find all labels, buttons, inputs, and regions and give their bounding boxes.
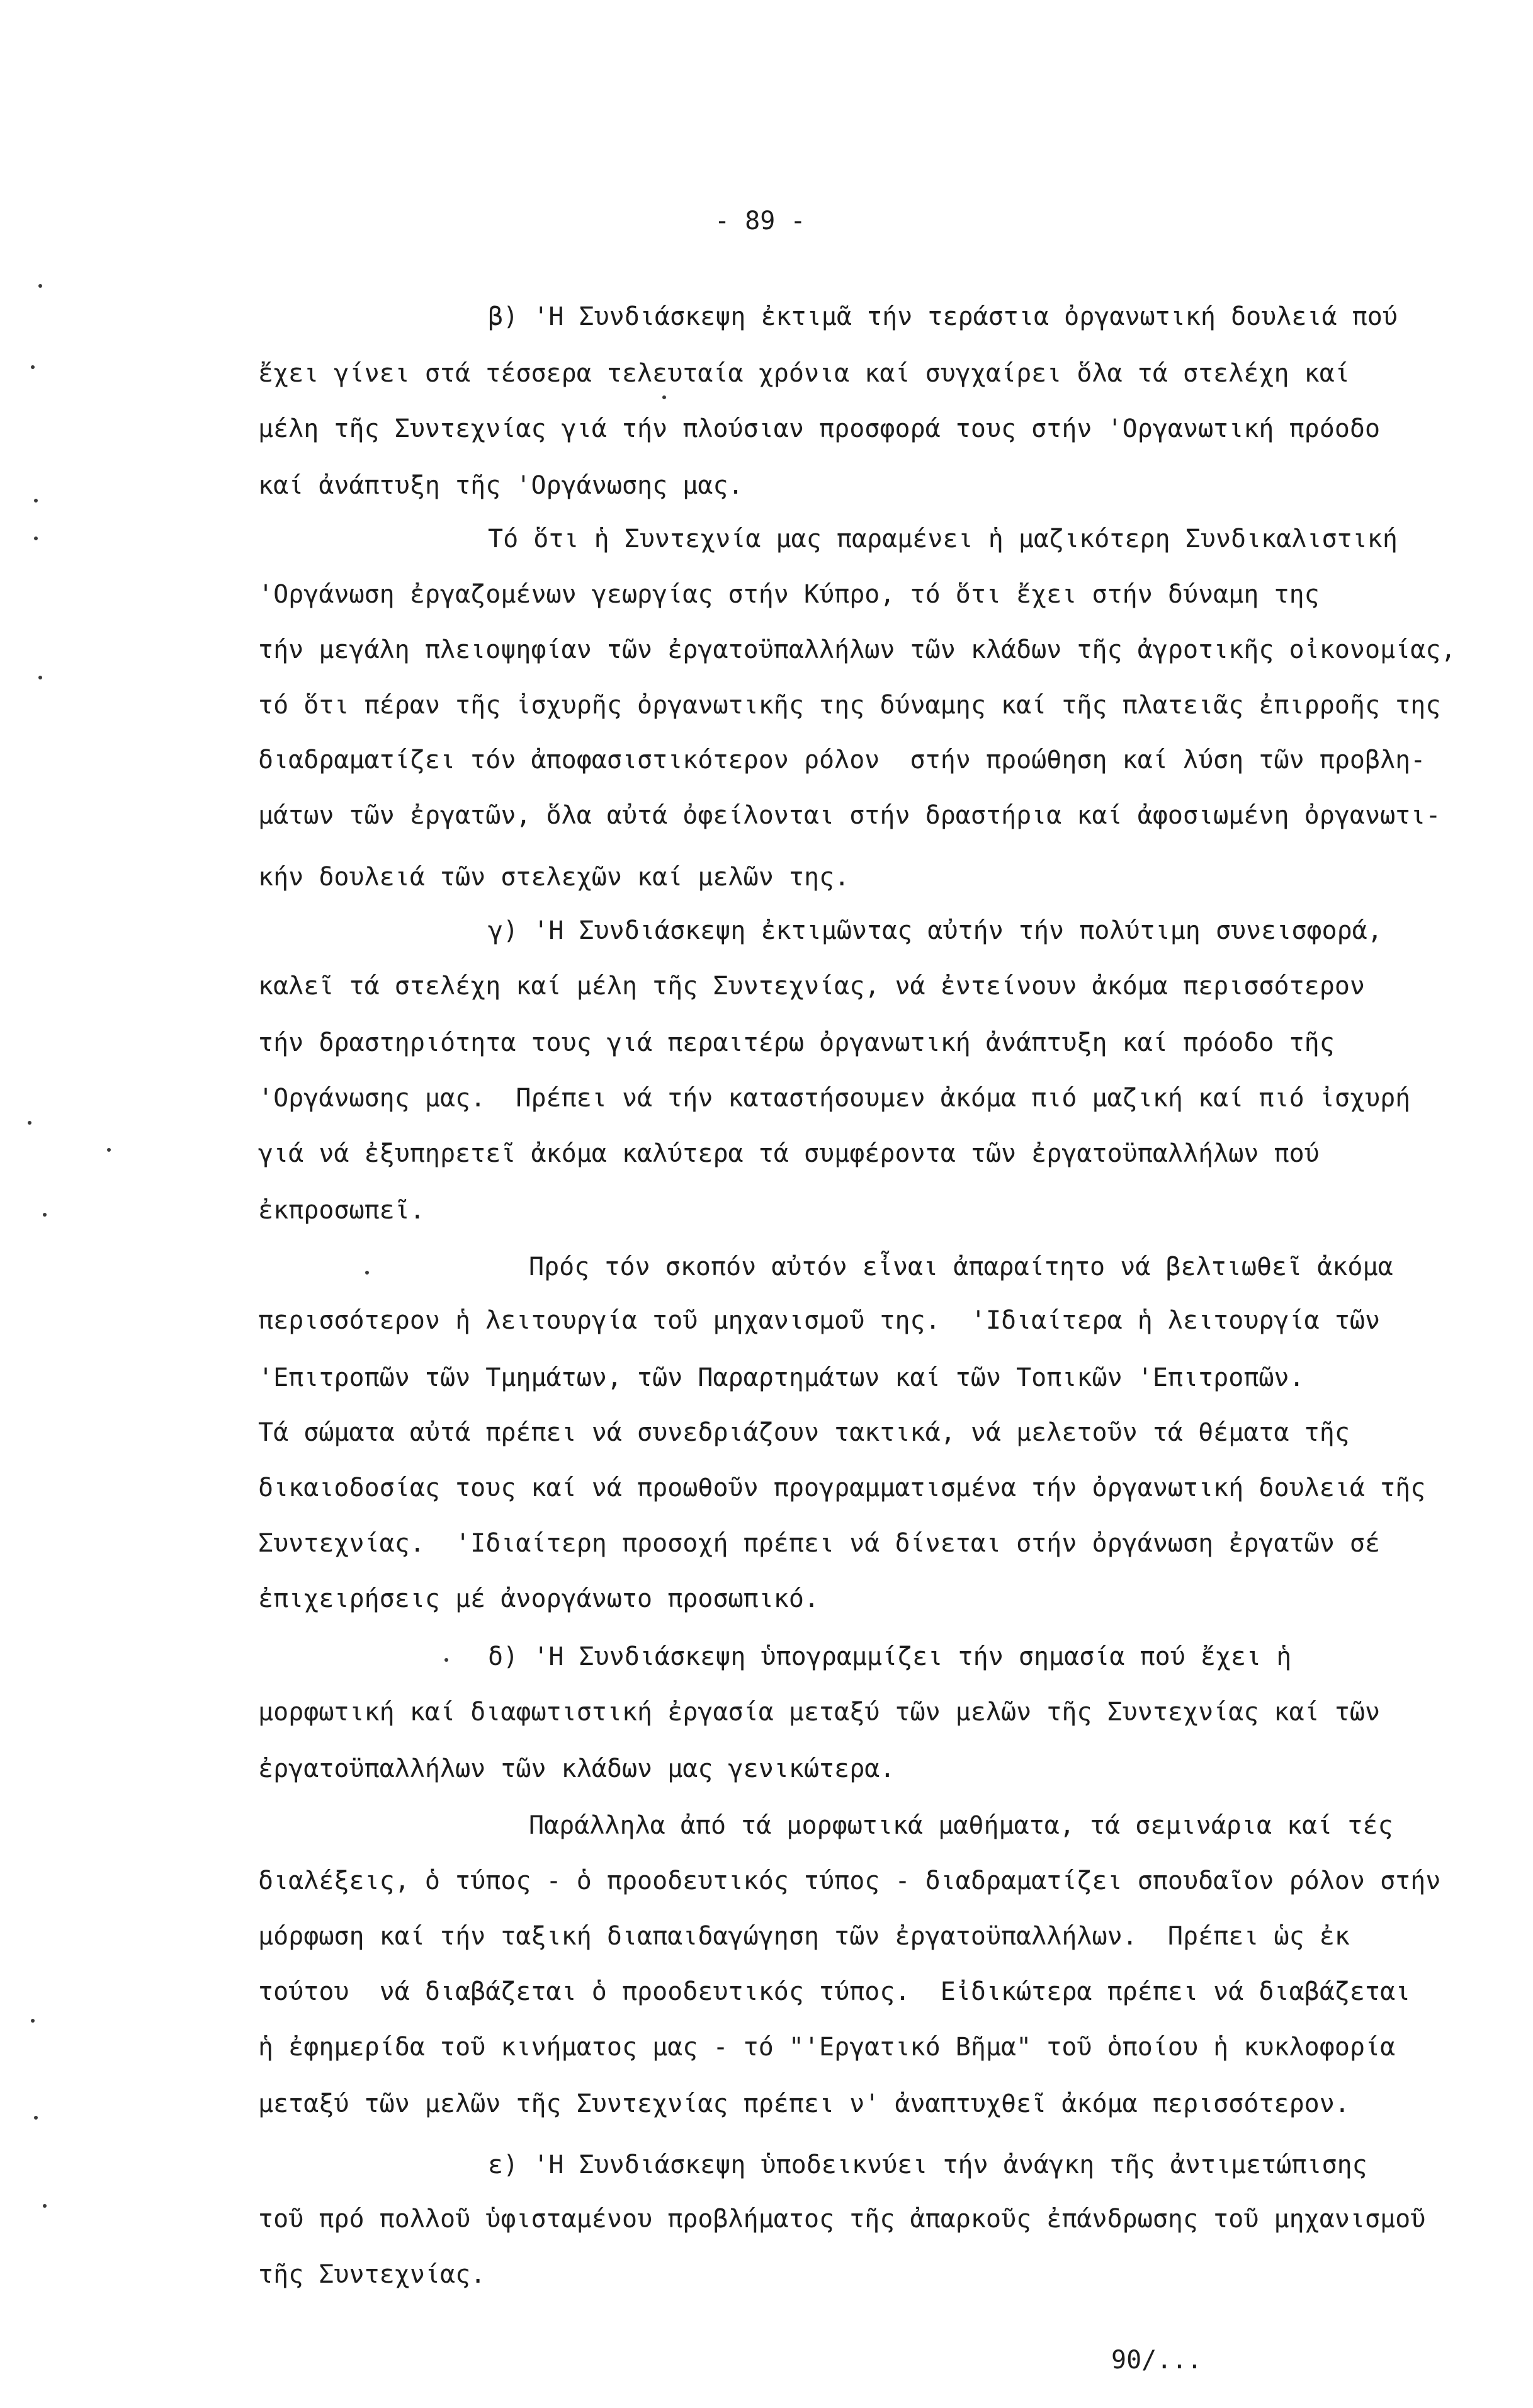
- text-line: μορφωτική καί διαφωτιστική ἐργασία μεταξύ τῶν μελῶν τῆς Συντεχνίας καί τῶν: [258, 1698, 1381, 1727]
- text-line: κήν δουλειά τῶν στελεχῶν καί μελῶν της.: [258, 863, 850, 892]
- text-line: τό ὅτι πέραν τῆς ἰσχυρῆς ὀργανωτικῆς της δύναμης καί τῆς πλατειᾶς ἐπιρροῆς της: [258, 691, 1441, 720]
- paragraph-first-line: Τό ὅτι ἡ Συντεχνία μας παραμένει ἡ μαζικότερη Συνδικαλιστική: [488, 525, 1398, 554]
- paragraph-c-first-line: γ) 'Η Συνδιάσκεψη ἐκτιμῶντας αὐτήν τήν πολύτιμη συνεισφορά,: [488, 916, 1383, 945]
- text-line: ἡ ἐφημερίδα τοῦ κινήματος μας - τό "'Εργατικό Βῆμα" τοῦ ὁποίου ἡ κυκλοφορία: [258, 2033, 1396, 2062]
- text-line: διαδραματίζει τόν ἀποφασιστικότερον ρόλον στήν προώθηση καί λύση τῶν προβλη-: [258, 746, 1426, 775]
- text-line: περισσότερον ἡ λειτουργία τοῦ μηχανισμοῦ της. 'Ιδιαίτερα ἡ λειτουργία τῶν: [258, 1306, 1381, 1335]
- page-number: - 89 -: [715, 207, 806, 236]
- paragraph-e-first-line: ε) 'Η Συνδιάσκεψη ὑποδεικνύει τήν ἀνάγκη τῆς ἀντιμετώπισης: [488, 2150, 1367, 2179]
- text-line: μέλη τῆς Συντεχνίας γιά τήν πλούσιαν προσφορά τους στήν 'Οργανωτική πρόοδο: [258, 414, 1381, 443]
- paragraph-b-first-line: β) 'Η Συνδιάσκεψη ἐκτιμᾶ τήν τεράστια ὀργανωτική δουλειά πού: [488, 302, 1398, 331]
- text-line: τῆς Συντεχνίας.: [258, 2260, 486, 2289]
- text-line: δικαιοδοσίας τους καί νά προωθοῦν προγραμματισμένα τήν ὀργανωτική δουλειά τῆς: [258, 1474, 1426, 1502]
- paragraph-first-line: Πρός τόν σκοπόν αὐτόν εἶναι ἀπαραίτητο νά βελτιωθεῖ ἀκόμα: [529, 1252, 1393, 1281]
- text-line: ἐκπροσωπεῖ.: [258, 1196, 425, 1225]
- scan-speck: [444, 1658, 448, 1662]
- scan-speck: [34, 499, 38, 503]
- scan-speck: [107, 1148, 111, 1152]
- scan-speck: [662, 395, 666, 399]
- text-line: ἐπιχειρήσεις μέ ἀνοργάνωτο προσωπικό.: [258, 1584, 820, 1613]
- text-line: Τά σώματα αὐτά πρέπει νά συνεδριάζουν τακτικά, νά μελετοῦν τά θέματα τῆς: [258, 1418, 1350, 1447]
- paragraph-d-first-line: δ) 'Η Συνδιάσκεψη ὑπογραμμίζει τήν σημασία πού ἔχει ἡ: [488, 1642, 1292, 1671]
- text-line: διαλέξεις, ὁ τύπος - ὁ προοδευτικός τύπος - διαδραματίζει σπουδαῖον ρόλον στήν: [258, 1866, 1441, 1895]
- text-line: καλεῖ τά στελέχη καί μέλη τῆς Συντεχνίας, νά ἐντείνουν ἀκόμα περισσότερον: [258, 972, 1365, 1001]
- scan-speck: [365, 1271, 369, 1275]
- scan-speck: [31, 365, 35, 369]
- scan-speck: [38, 284, 42, 288]
- scan-speck: [38, 676, 42, 679]
- scan-speck: [43, 1213, 47, 1217]
- continuation-marker: 90/...: [1111, 2346, 1202, 2375]
- text-line: Συντεχνίας. 'Ιδιαίτερη προσοχή πρέπει νά δίνεται στήν ὀργάνωση ἐργατῶν σέ: [258, 1529, 1381, 1558]
- scan-speck: [34, 537, 38, 540]
- text-line: καί ἀνάπτυξη τῆς 'Οργάνωσης μας.: [258, 471, 744, 500]
- text-line: μεταξύ τῶν μελῶν τῆς Συντεχνίας πρέπει ν' ἀναπτυχθεῖ ἀκόμα περισσότερον.: [258, 2089, 1350, 2118]
- scan-speck: [43, 2204, 47, 2208]
- scan-speck: [31, 2019, 35, 2023]
- text-line: μάτων τῶν ἐργατῶν, ὅλα αὐτά ὀφείλονται στήν δραστήρια καί ἀφοσιωμένη ὀργανωτι-: [258, 801, 1441, 830]
- scan-speck: [28, 1121, 31, 1125]
- text-line: ἔχει γίνει στά τέσσερα τελευταία χρόνια καί συγχαίρει ὅλα τά στελέχη καί: [258, 359, 1350, 388]
- paragraph-first-line: Παράλληλα ἀπό τά μορφωτικά μαθήματα, τά σεμινάρια καί τές: [529, 1811, 1393, 1840]
- text-line: τούτου νά διαβάζεται ὁ προοδευτικός τύπος. Εἰδικώτερα πρέπει νά διαβάζεται: [258, 1977, 1411, 2006]
- text-line: μόρφωση καί τήν ταξική διαπαιδαγώγηση τῶν ἐργατοϋπαλλήλων. Πρέπει ὡς ἐκ: [258, 1922, 1350, 1951]
- text-line: 'Οργάνωσης μας. Πρέπει νά τήν καταστήσουμεν ἀκόμα πιό μαζική καί πιό ἰσχυρή: [258, 1084, 1411, 1113]
- scan-speck: [34, 2116, 38, 2120]
- text-line: γιά νά ἐξυπηρετεῖ ἀκόμα καλύτερα τά συμφέροντα τῶν ἐργατοϋπαλλήλων πού: [258, 1139, 1320, 1168]
- text-line: ἐργατοϋπαλλήλων τῶν κλάδων μας γενικώτερα.: [258, 1754, 895, 1783]
- text-line: τοῦ πρό πολλοῦ ὑφισταμένου προβλήματος τῆς ἀπαρκοῦς ἐπάνδρωσης τοῦ μηχανισμοῦ: [258, 2205, 1426, 2234]
- text-line: τήν δραστηριότητα τους γιά περαιτέρω ὀργανωτική ἀνάπτυξη καί πρόοδο τῆς: [258, 1028, 1335, 1057]
- text-line: 'Οργάνωση ἐργαζομένων γεωργίας στήν Κύπρο, τό ὅτι ἔχει στήν δύναμη της: [258, 580, 1320, 609]
- text-line: 'Επιτροπῶν τῶν Τμημάτων, τῶν Παραρτημάτων καί τῶν Τοπικῶν 'Επιτροπῶν.: [258, 1363, 1304, 1392]
- text-line: τήν μεγάλη πλειοψηφίαν τῶν ἐργατοϋπαλλήλων τῶν κλάδων τῆς ἀγροτικῆς οἰκονομίας,: [258, 635, 1456, 664]
